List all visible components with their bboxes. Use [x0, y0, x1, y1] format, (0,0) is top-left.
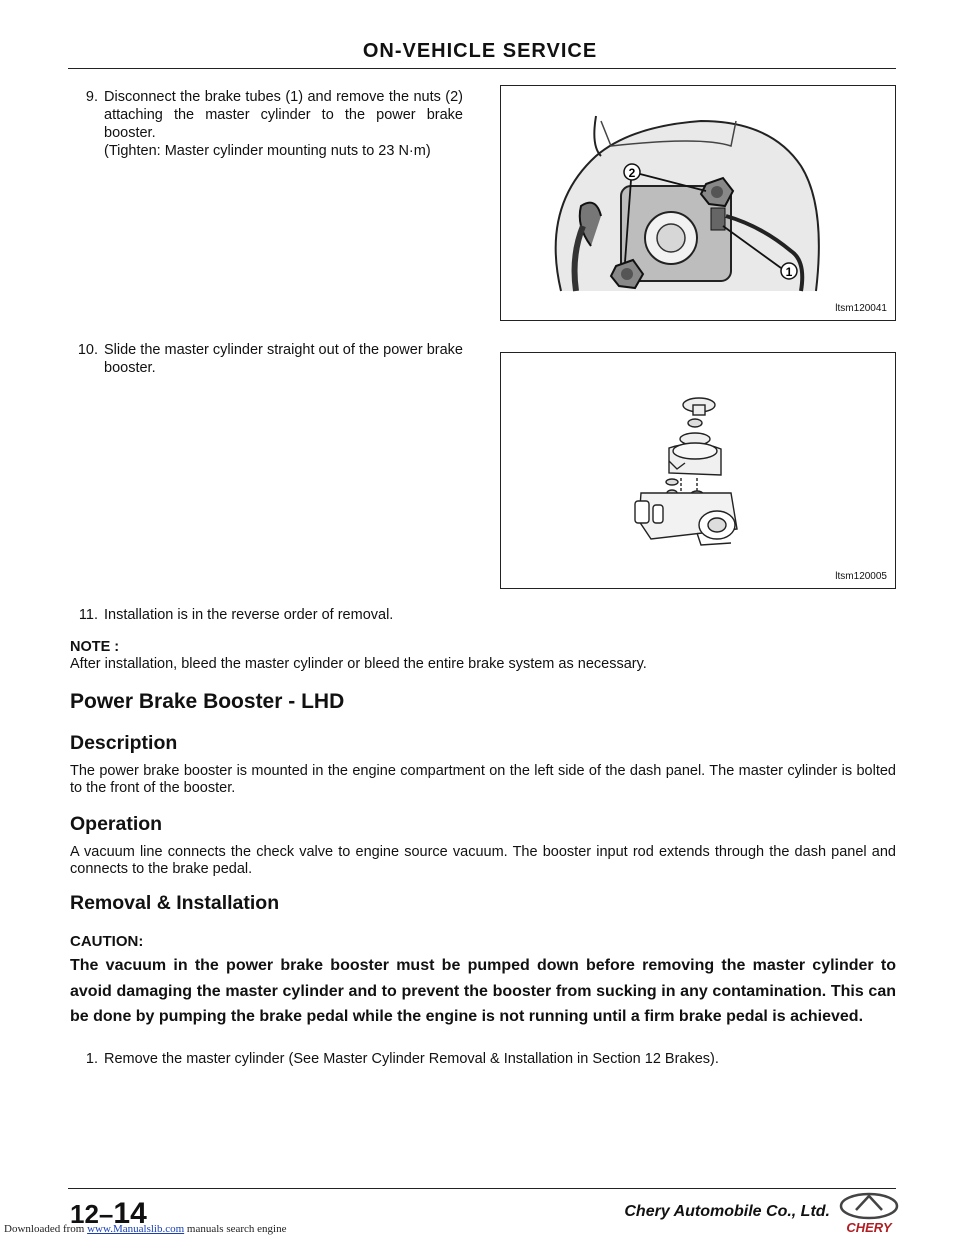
company-name: Chery Automobile Co., Ltd. — [624, 1203, 830, 1220]
footer-divider — [68, 1188, 896, 1189]
manualslib-link[interactable]: www.Manualslib.com — [87, 1223, 185, 1235]
step-text: Installation is in the reverse order of removal. — [104, 607, 394, 623]
step-number: 11. — [78, 607, 98, 623]
removal-step-1 — [70, 1050, 896, 1068]
caution-text: The vacuum in the power brake booster must be pumped down before removing the master cylinder to avoid damaging the master cylinder and to prevent the booster from sucking in any contamination. This can be done by pumping the brake pedal while the engine is not running until a firm brake pedal is achieved. — [70, 957, 896, 1025]
master-cylinder-exploded-diagram-icon — [501, 353, 895, 588]
header-divider — [68, 68, 896, 69]
callout-1: 1 — [785, 265, 793, 279]
callout-2: 2 — [628, 166, 636, 180]
caution-label: CAUTION: — [70, 933, 144, 950]
figure-master-cylinder-exploded — [500, 352, 896, 589]
chery-logo-icon — [838, 1192, 900, 1236]
step-number: 10. — [77, 342, 98, 358]
download-prefix: Downloaded from — [4, 1223, 88, 1235]
step-11 — [70, 606, 890, 624]
master-cylinder-nuts-photo-icon — [501, 86, 895, 320]
page-num: 14 — [113, 1197, 147, 1230]
step-text: Remove the master cylinder (See Master Cylinder Removal & Installation in Section 12 Brakes). — [104, 1051, 719, 1067]
section-title: Power Brake Booster - LHD — [70, 690, 345, 713]
step-text: Slide the master cylinder straight out of the power brake booster. — [104, 342, 463, 376]
step-9 — [70, 88, 463, 160]
figure-id: ltsm120041 — [835, 303, 887, 314]
description-text: The power brake booster is mounted in the engine compartment on the left side of the dash panel. The master cylinder is bolted to the front of the booster. — [70, 763, 896, 796]
chery-logo — [838, 1192, 900, 1236]
note-text: After installation, bleed the master cylinder or bleed the entire brake system as necessary. — [70, 656, 647, 672]
removal-heading: Removal & Installation — [70, 892, 280, 914]
operation-heading: Operation — [70, 813, 163, 835]
logo-text: CHERY — [846, 1220, 892, 1235]
step-torque: (Tighten: Master cylinder mounting nuts to 23 N·m) — [104, 143, 431, 159]
step-number: 9. — [85, 89, 98, 105]
download-notice — [4, 1223, 286, 1235]
operation-text: A vacuum line connects the check valve to engine source vacuum. The booster input rod extends through the dash panel and connects to the brake pedal. — [70, 844, 896, 877]
figure-master-cylinder-nuts — [500, 85, 896, 321]
figure-id: ltsm120005 — [835, 571, 887, 582]
description-heading: Description — [70, 732, 178, 754]
step-10 — [70, 341, 463, 377]
step-text: Disconnect the brake tubes (1) and remove the nuts (2) attaching the master cylinder to the power brake booster. — [104, 89, 463, 141]
note-label: NOTE : — [70, 639, 120, 655]
step-number: 1. — [85, 1051, 98, 1067]
download-suffix: manuals search engine — [184, 1223, 287, 1235]
page-prefix: 12– — [70, 1199, 114, 1229]
page-header-title: ON-VEHICLE SERVICE — [362, 40, 598, 62]
